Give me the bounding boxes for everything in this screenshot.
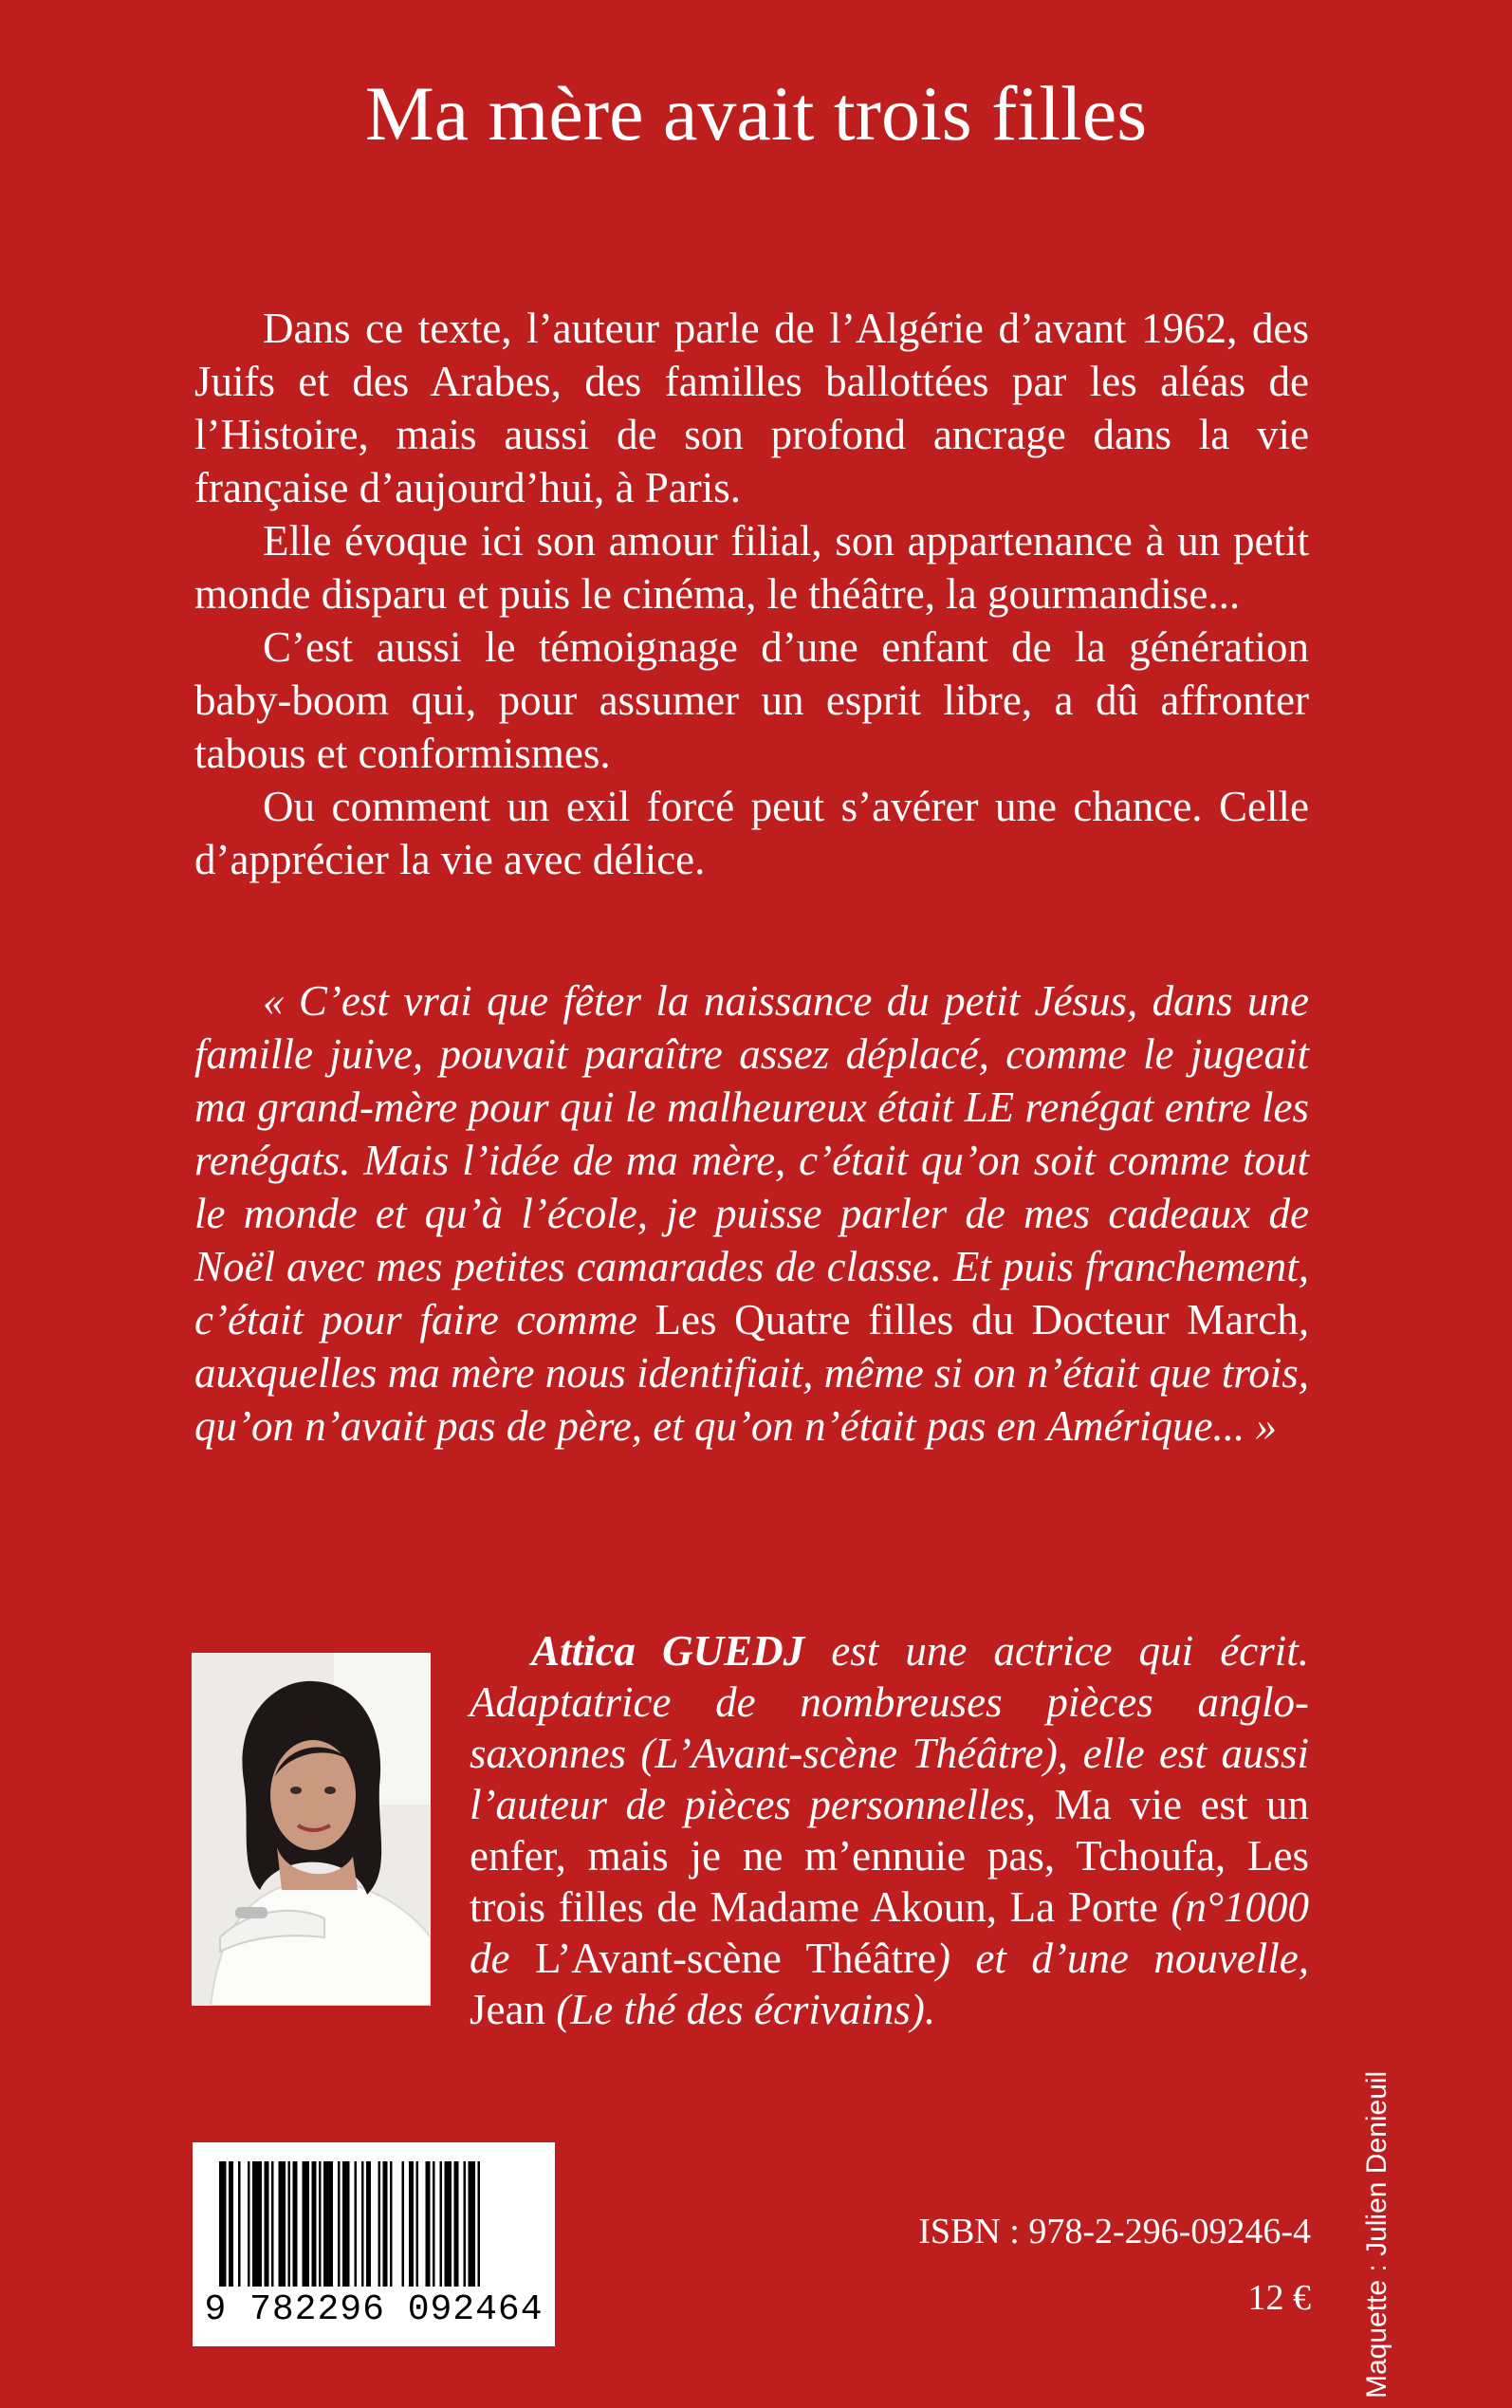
back-cover-summary [194,302,1309,886]
price: 12 € [1247,2278,1311,2318]
summary-paragraph: Elle évoque ici son amour filial, son appartenance à un petit monde disparu et puis le cinéma, le théâtre, la gourmandise... [194,517,1309,618]
quote-text: , auxquelles ma mère nous identifiait, même si on n’était que trois, qu’on n’avait pas de père, et qu’on n’était pas en Amérique... » [194,1296,1309,1450]
bio-text: (n°1000 de [470,1883,1309,1982]
summary-paragraph: Ou comment un exil forcé peut s’avérer une chance. Celle d’apprécier la vie avec délice. [194,783,1309,883]
barcode-digits: 9 782296 092464 [204,2289,544,2330]
bio-short-story: Jean [470,1986,545,2033]
isbn-number: ISBN : 978-2-296-09246-4 [918,2212,1311,2251]
bio-publisher: L’Avant-scène Théâtre [534,1935,936,1982]
author-photo [192,1653,431,2006]
bio-works-list: Ma vie est un enfer, mais je ne m’ennuie pas, Tchoufa, Les trois filles de Madame Akoun, La Porte [470,1781,1310,1931]
quote-text: « C’est vrai que fêter la naissance du petit Jésus, dans une famille juive, pouvait paraître assez déplacé, comme le jugeait ma grand-mère pour qui le malheureux était LE renégat entre les renégats. Mais l’idée de ma mère, c’était qu’on soit comme tout le monde et qu’à l’école, je puisse parler de mes cadeaux de Noël avec mes petites camarades de classe. Et puis franchement, c’était pour faire comme [194,977,1309,1343]
book-excerpt-quote [194,974,1309,1453]
author-name: Attica GUEDJ [531,1627,805,1675]
summary-paragraph: C’est aussi le témoignage d’une enfant de la génération baby-boom qui, pour assumer un esprit libre, a dû affronter tabous et conformismes. [194,623,1309,777]
quoted-book-title: Les Quatre filles du Docteur March [655,1296,1299,1343]
design-credit: Maquette : Julien Denieuil [1361,2070,1392,2399]
bio-text: ) et d’une nouvelle, [935,1935,1309,1982]
summary-paragraph: Dans ce texte, l’auteur parle de l’Algérie d’avant 1962, des Juifs et des Arabes, des familles ballottées par les aléas de l’Histoire, mais aussi de son profond ancrage dans la vie française d’aujourd’hui, à Paris. [194,305,1309,511]
book-title: Ma mère avait trois filles [364,70,1148,157]
author-biography [470,1625,1309,2035]
bio-text: (Le thé des écrivains). [544,1986,936,2033]
bio-text: est une actrice qui écrit. Adaptatrice de nombreuses pièces anglo-saxonnes (L’Avant-scène Théâtre), elle est aussi l’auteur de pièces personnelles, [470,1627,1309,1828]
author-portrait-image [192,1653,431,2006]
